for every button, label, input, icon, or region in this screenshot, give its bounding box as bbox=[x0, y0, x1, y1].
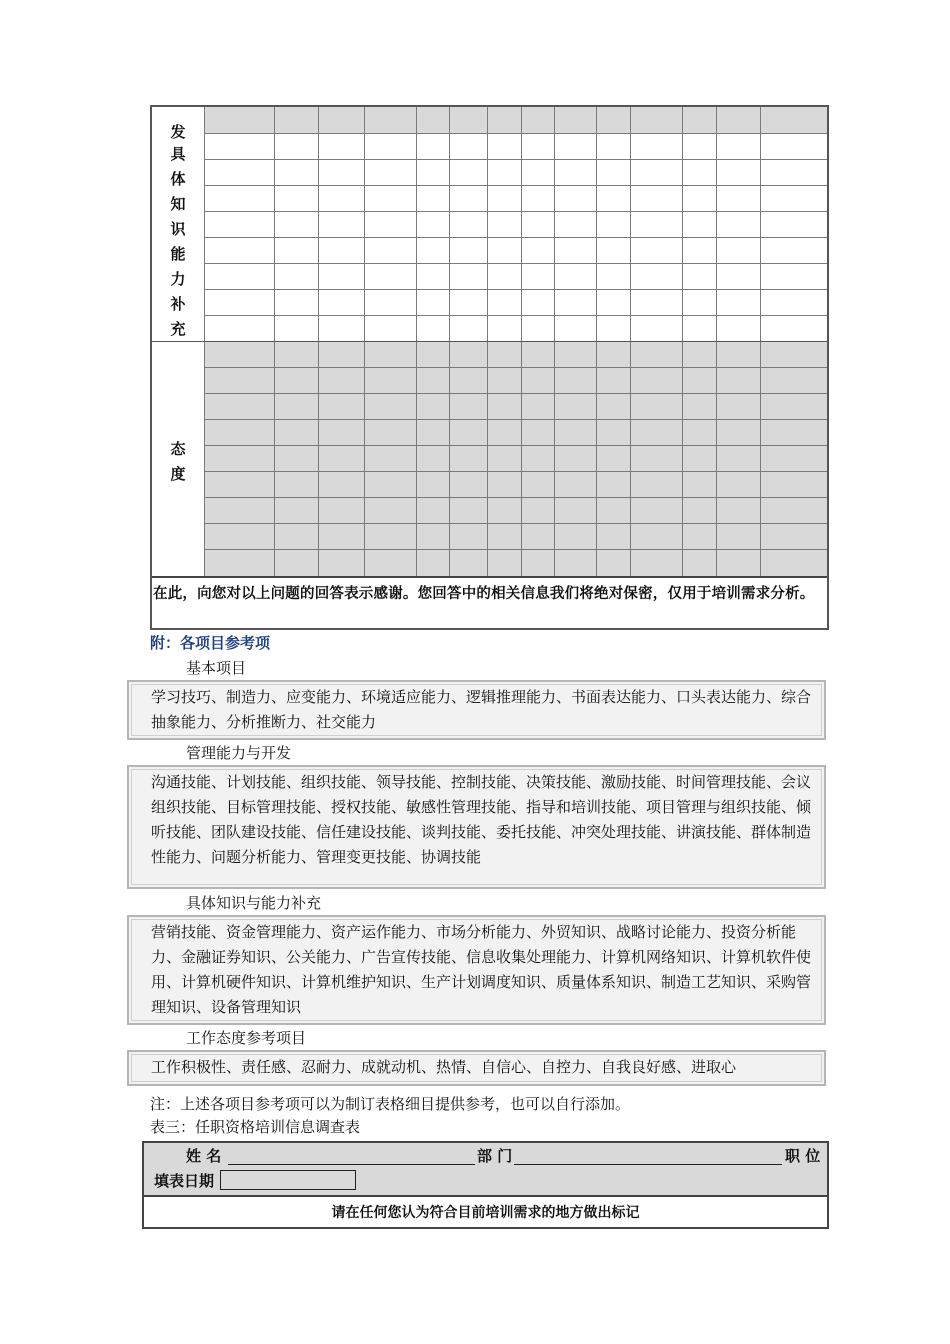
note-text: 注：上述各项目参考项可以为制订表格细目提供参考，也可以自行添加。 bbox=[150, 1095, 631, 1113]
department-field[interactable] bbox=[514, 1164, 782, 1165]
survey-grid-table bbox=[150, 105, 829, 630]
grid-row-line bbox=[204, 315, 827, 316]
reference-items: 学习技巧、制造力、应变能力、环境适应能力、逻辑推理能力、书面表达能力、口头表达能力、综合抽象能力、分析推断力、社交能力 bbox=[151, 688, 812, 731]
section1-char: 知 bbox=[170, 195, 186, 213]
grid-row-line bbox=[204, 445, 827, 446]
section1-char: 能 bbox=[170, 245, 186, 263]
grid-row-line bbox=[204, 211, 827, 212]
section1-char: 体 bbox=[170, 170, 186, 188]
grid-row-line bbox=[204, 523, 827, 524]
name-label: 姓 名 bbox=[186, 1147, 222, 1165]
section1-char: 力 bbox=[170, 270, 186, 288]
grid-row-line bbox=[204, 133, 827, 134]
qualification-survey-table bbox=[142, 1141, 829, 1229]
section1-header-row bbox=[204, 107, 827, 133]
name-field[interactable] bbox=[228, 1164, 475, 1165]
attitude-char: 态 bbox=[170, 440, 186, 458]
reference-box-attitude bbox=[127, 1050, 826, 1086]
date-label: 填表日期 bbox=[154, 1172, 215, 1190]
reference-items: 工作积极性、责任感、忍耐力、成就动机、热情、自信心、自控力、自我良好感、进取心 bbox=[151, 1058, 737, 1076]
grid-row-line bbox=[152, 341, 827, 342]
table3-caption: 表三：任职资格培训信息调查表 bbox=[150, 1118, 361, 1136]
grid-row-line bbox=[204, 263, 827, 264]
thanks-note: 在此，向您对以上问题的回答表示感谢。您回答中的相关信息我们将绝对保密，仅用于培训需求分析。 bbox=[152, 576, 827, 628]
section1-char: 发 bbox=[170, 123, 186, 141]
grid-row-line bbox=[204, 393, 827, 394]
grid-row-line bbox=[204, 471, 827, 472]
category-title-knowledge: 具体知识与能力补充 bbox=[186, 894, 322, 912]
reference-box-knowledge bbox=[127, 915, 826, 1025]
appendix-title: 附：各项目参考项 bbox=[150, 634, 271, 652]
section1-char: 具 bbox=[170, 145, 186, 163]
instruction-row: 请在任何您认为符合目前培训需求的地方做出标记 bbox=[144, 1195, 827, 1227]
department-label: 部 门 bbox=[477, 1147, 513, 1165]
grid-row-line bbox=[204, 159, 827, 160]
position-label: 职 位 bbox=[785, 1147, 821, 1165]
grid-row-line bbox=[204, 497, 827, 498]
category-title-management: 管理能力与开发 bbox=[186, 744, 292, 762]
reference-box-management bbox=[127, 765, 826, 889]
grid-row-line bbox=[204, 289, 827, 290]
date-field[interactable] bbox=[220, 1170, 356, 1190]
section1-char: 补 bbox=[170, 295, 186, 313]
attitude-section-shading bbox=[204, 341, 827, 576]
reference-items: 沟通技能、计划技能、组织技能、领导技能、控制技能、决策技能、激励技能、时间管理技能、会议组织技能、目标管理技能、授权技能、敏感性管理技能、指导和培训技能、项目管理与组织技能、倾听技能、团队建设技能、信任建设技能、谈判技能、委托技能、冲突处理技能、讲演技能、群体制造性能力、问题分析能力、管理变更技能、协调技能 bbox=[151, 773, 812, 866]
section1-char: 充 bbox=[170, 320, 186, 338]
category-title-basic: 基本项目 bbox=[186, 659, 247, 677]
reference-items: 营销技能、资金管理能力、资产运作能力、市场分析能力、外贸知识、战略讨论能力、投资分析能力、金融证券知识、公关能力、广告宣传技能、信息收集处理能力、计算机网络知识、计算机软件使用、计算机硬件知识、计算机维护知识、生产计划调度知识、质量体系知识、制造工艺知识、采购管理知识、设备管理知识 bbox=[151, 923, 812, 1016]
grid-row-line bbox=[204, 549, 827, 550]
reference-box-basic bbox=[127, 680, 826, 740]
section1-char: 识 bbox=[170, 220, 186, 238]
grid-row-line bbox=[204, 419, 827, 420]
info-row bbox=[144, 1143, 827, 1195]
grid-row-line bbox=[204, 237, 827, 238]
category-title-attitude: 工作态度参考项目 bbox=[186, 1029, 307, 1047]
grid-row-line bbox=[204, 185, 827, 186]
grid-row-line bbox=[204, 367, 827, 368]
attitude-char: 度 bbox=[170, 465, 186, 483]
